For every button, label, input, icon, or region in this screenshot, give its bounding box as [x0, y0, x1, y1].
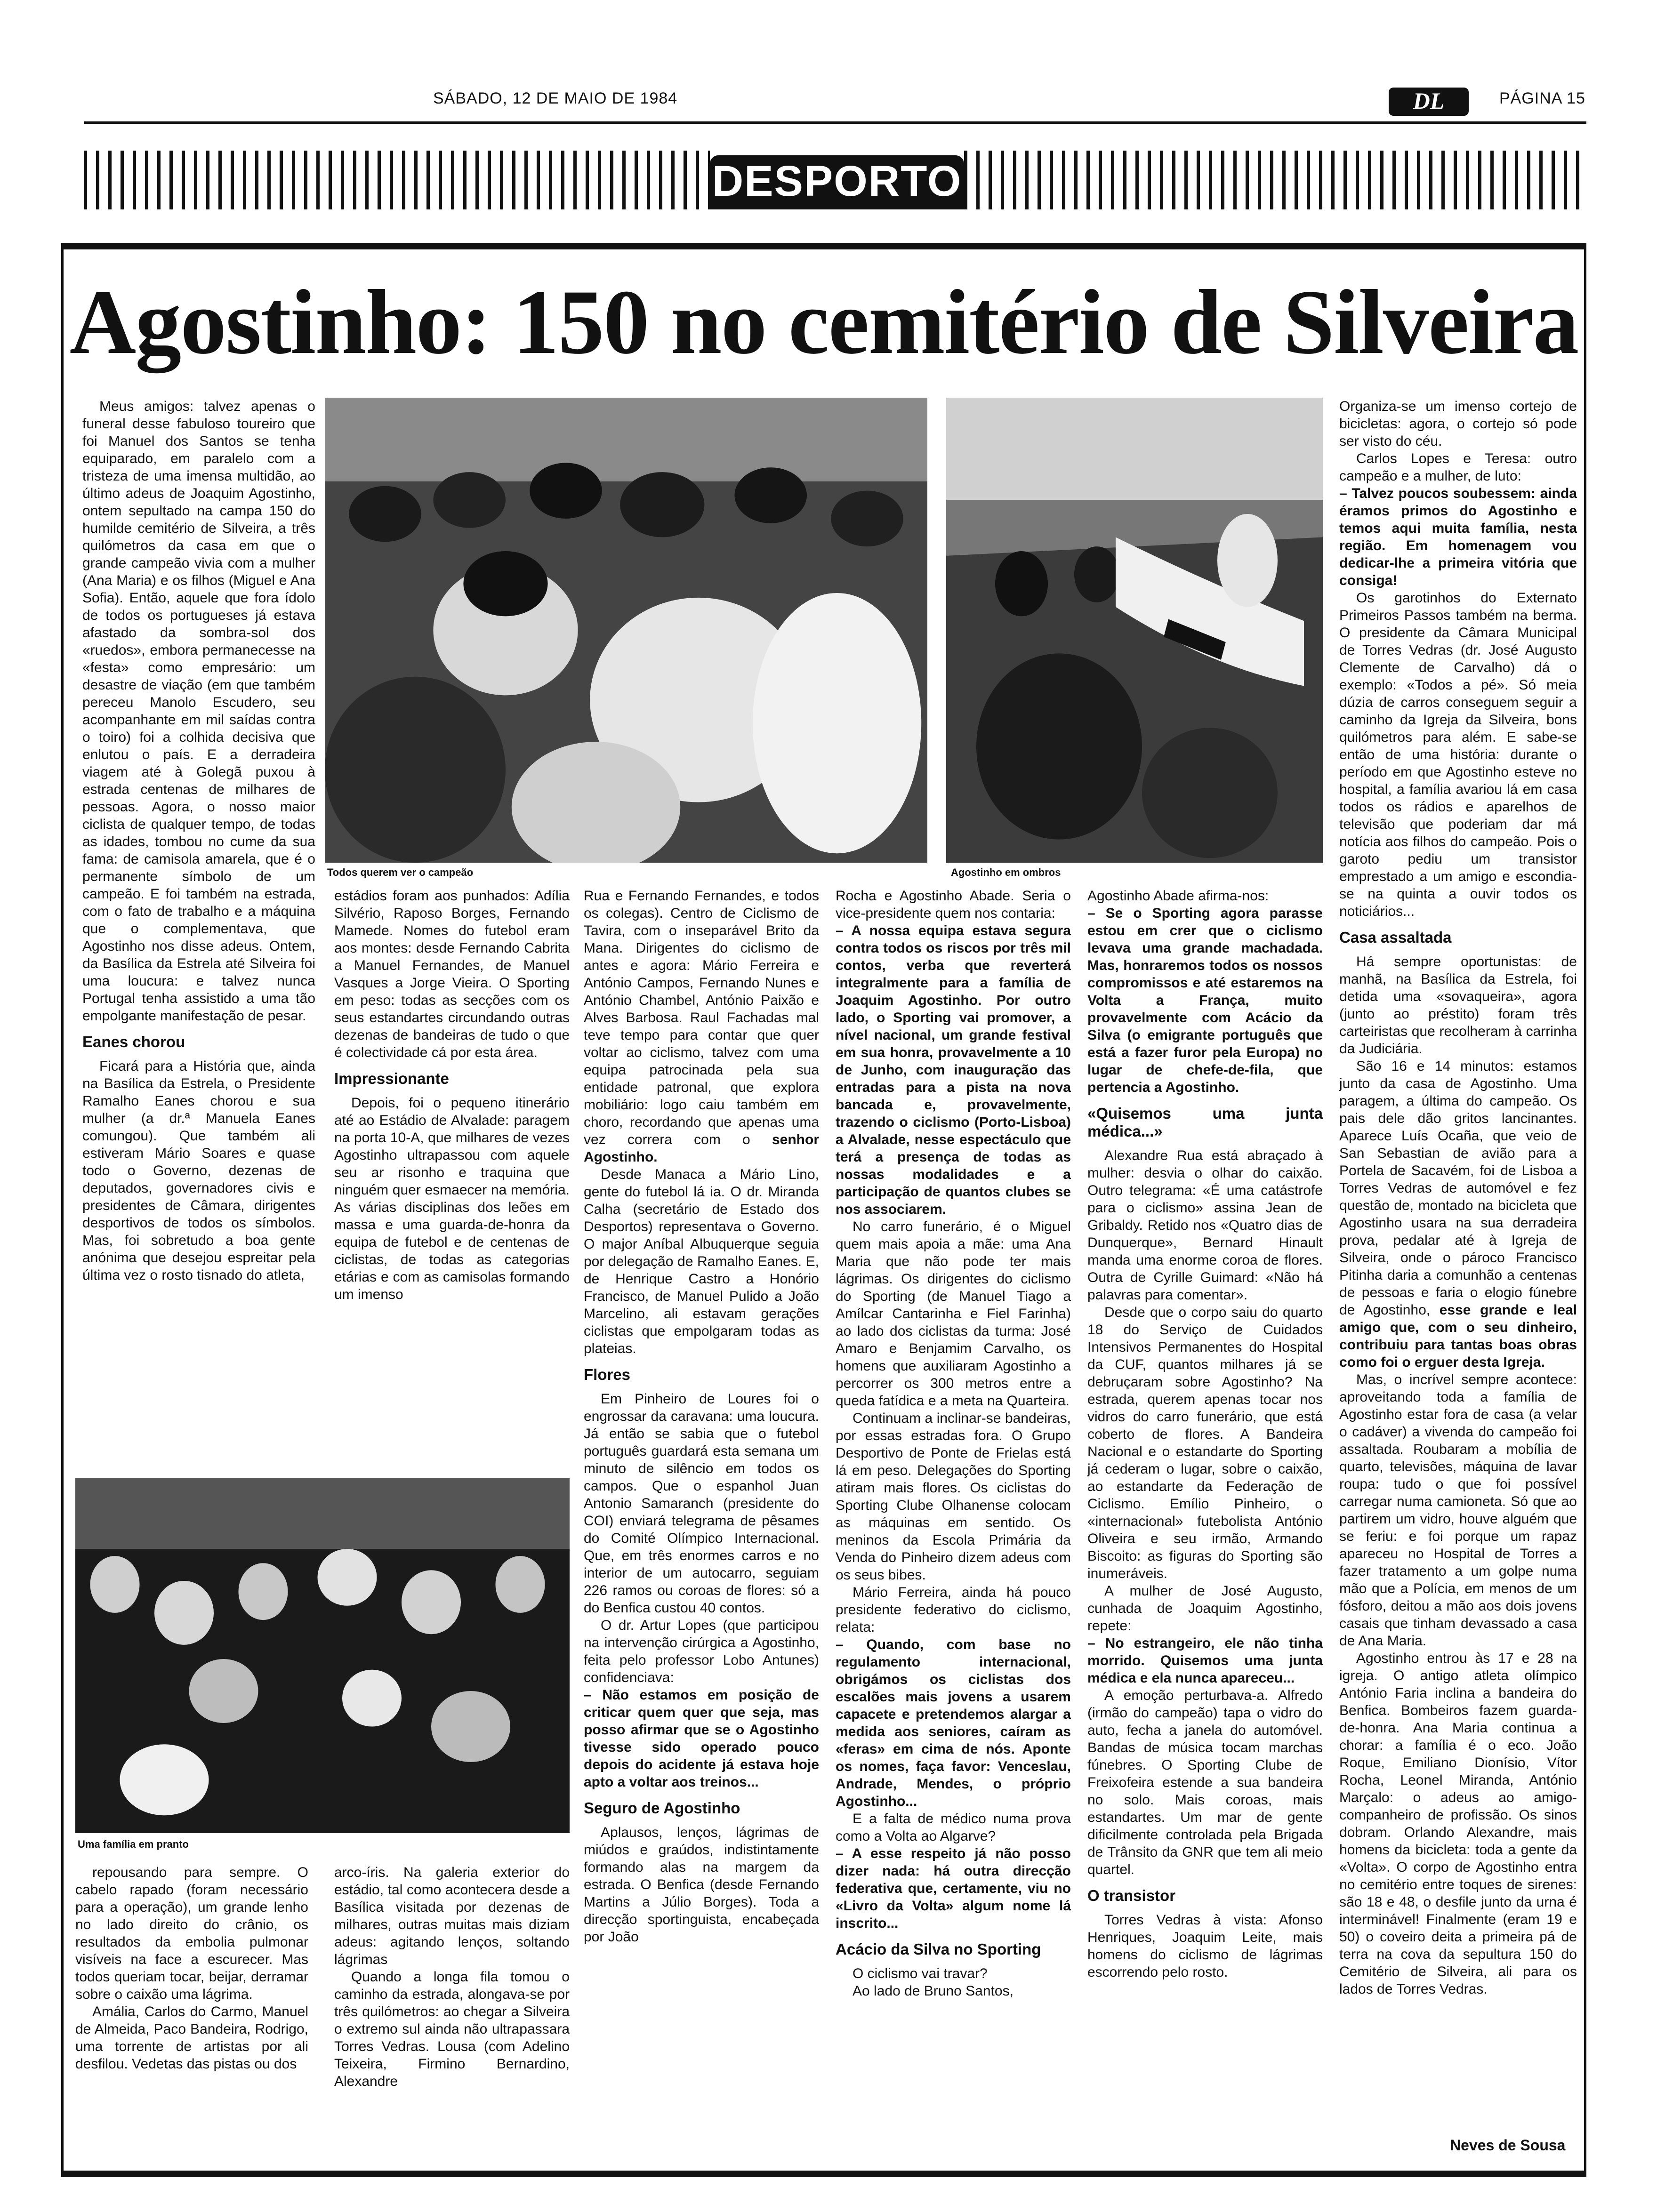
paragraph: Alexandre Rua está abraçado à mulher: desvia o olhar do caixão. Outro telegrama: «É uma catástrofe para o ciclismo» assina Jean de Gribaldy. Retido nos «Quatro dias de Dunquerque», Bernard Hinault manda uma enorme coroa de flores. Outra de Cyrille Guimard: «Não há palavras para comentar». [1087, 1148, 1323, 1303]
paragraph: Desde Manaca a Mário Lino, gente do futebol lá ia. O dr. Miranda Calha (secretário de Estado dos Desportos) representava o Governo. O major Aníbal Albuquerque seguia por delegação de Ramalho Eanes. E, de Henrique Castro a Honório Francisco, de Manuel Pulido a João Marcelino, ali estavam gerações ciclistas que empolgaram todas as plateias. [584, 1167, 819, 1356]
paragraph: Ao lado de Bruno Santos, [853, 1983, 1014, 1999]
paragraph: A mulher de José Augusto, cunhada de Joaquim Agostinho, repete: [1087, 1583, 1323, 1634]
paragraph: Quando a longa fila tomou o caminho da estrada, alongava-se por três quilómetros: ao chegar a Silveira o extremo sul ainda não ultrapassara Torres Vedras. Lousa (com Adelino Teixeira, Firmino Bernardino, Alexandre [334, 1969, 570, 2089]
paragraph: A emoção perturbava-a. Alfredo (irmão do campeão) tapa o vidro do auto, fecha a janela do automóvel. Bandas de música tocam marchas fúnebres. O Sporting Clube de Freixofeira estende a sua bandeira no solo. Mais coroas, mais estandartes. Um mar de gente dificilmente controlada pela Brigada de Trânsito da GNR que tem ali meio quartel. [1087, 1688, 1323, 1877]
column-1-top [82, 398, 315, 1284]
paragraph: Agostinho Abade afirma-nos: [1087, 888, 1269, 904]
quote: – Talvez poucos soubessem: ainda éramos primos do Agostinho e temos aqui muita família, nesta região. Em homenagem vou dedicar-lhe a primeira vitória que consiga! [1339, 486, 1577, 588]
quote: – Se o Sporting agora parasse estou em crer que o ciclismo levava uma grande machadada. Mas, honraremos todos os nossos compromissos e até estaremos na Volta a França, muito provavelmente com Acácio da Silva (o emigrante português que está a fazer furor pela Europa) no lugar de chefe-de-fila, que pertencia a Agostinho. [1087, 906, 1323, 1095]
photo-family [75, 1478, 570, 1833]
column-2-bottom [334, 1864, 570, 2090]
subheading-junta-medica: «Quisemos uma junta médica...» [1087, 1105, 1323, 1140]
bold-phrase: senhor Agostinho. [584, 1132, 819, 1165]
paragraph: O ciclismo vai travar? [853, 1966, 988, 1981]
author-signature: Neves de Sousa [1450, 2137, 1566, 2154]
frame-bottom-rule [61, 2171, 1586, 2177]
photo-shoulders [946, 398, 1323, 863]
quote: – A nossa equipa estava segura contra todos os riscos por três mil contos, verba que reverterá integralmente para a família de Joaquim Agostinho. Por outro lado, o Sporting vai promover, a nível nacional, um grande festival em sua honra, provavelmente a 10 de Junho, com inauguração das entradas para a pista na nova bancada e, provavelmente, trazendo o ciclismo (Porto-Lisboa) a Alvalade, nesse espectáculo que terá a presença de todas as nossas modalidades e a participação de quantos clubes se nos associarem. [836, 923, 1071, 1217]
paragraph: E a falta de médico numa prova como a Volta ao Algarve? [836, 1811, 1071, 1844]
column-1-bottom [75, 1864, 308, 2073]
column-6 [1339, 398, 1577, 1998]
paragraph: Rocha e Agostinho Abade. Seria o vice-presidente quem nos contaria: [836, 888, 1071, 921]
paragraph: Desde que o corpo saiu do quarto 18 do Serviço de Cuidados Intensivos Permanentes do Hospital da CUF, quantos milhares já se debruçaram sobre Agostinho? Na estrada, querem apenas tocar nos vidros do carro funerário, que está coberto de flores. A Bandeira Nacional e o estandarte do Sporting já cederam o lugar, sobre o caixão, ao estandarte da Federação de Ciclismo. Emílio Pinheiro, o «internacional» futebolista António Oliveira e seu irmão, Armando Biscoito: as figuras do Sporting são inumeráveis. [1087, 1305, 1323, 1581]
paragraph: Mário Ferreira, ainda há pouco presidente federativo do ciclismo, relata: [836, 1585, 1071, 1635]
section-stripe-right [964, 151, 1586, 209]
column-2-top [334, 887, 570, 1303]
paragraph: Amália, Carlos do Carmo, Manuel de Almeida, Paco Bandeira, Rodrigo, uma torrente de artistas por ali desfilou. Vedetas das pistas ou dos [75, 2004, 308, 2072]
paragraph: Os garotinhos do Externato Primeiros Passos também na berma. O presidente da Câmara Municipal de Torres Vedras (dr. José Augusto Clemente de Carvalho) dá o exemplo: «Todos a pé». Só meia dúzia de carros conseguem seguir a caminho da Igreja da Silveira, bons quilómetros para além. E sabe-se então de uma história: durante o período em que Agostinho esteve no hospital, a família avariou lá em casa todos os rádios e aparelhos de televisão que poderiam dar má notícia aos filhos do campeão. Pois o garoto pediu um transistor emprestado a um amigo e escondia-se na quinta a ouvir todos os noticiários... [1339, 590, 1577, 919]
paragraph: Há sempre oportunistas: de manhã, na Basílica da Estrela, foi detida uma «sovaqueira», agora (junto ao préstito) foram três carteiristas que recolheram à carrinha da Judiciária. [1339, 954, 1577, 1057]
paragraph: No carro funerário, é o Miguel quem mais apoia a mãe: uma Ana Maria que não pode ter mais lágrimas. Os dirigentes do ciclismo do Sporting (de Manuel Tiago a Amílcar Cantarinha e Fiel Farinha) ao lado dos ciclistas da turma: José Amaro e Benjamim Carvalho, os homens que auxiliaram Agostinho a percorrer os 300 metros entre a queda fatídica e a meta na Quarteira. [836, 1219, 1071, 1409]
paragraph: Mas, o incrível sempre acontece: aproveitando toda a família de Agostinho estar fora de casa (a velar o cadáver) a vivenda do campeão foi assaltada. Roubaram a mobília de quarto, televisões, máquina de lavar roupa: tudo o que foi possível carregar numa camioneta. Só que ao partirem um vidro, houve alguém que se feriu: e foi porque um rapaz apareceu no Hospital de Torres a fazer tratamento a um golpe numa mão que a Polícia, em menos de um fósforo, deitou a mão aos dois jovens casais que tinham devassado a casa de Ana Maria. [1339, 1372, 1577, 1649]
subheading-seguro: Seguro de Agostinho [584, 1799, 740, 1817]
paragraph: Depois, foi o pequeno itinerário até ao Estádio de Alvalade: paragem na porta 10-A, que milhares de vezes Agostinho ultrapassou com aquele seu ar risonho e traquina que ninguém quer esmaecer na memória. As várias disciplinas dos leões em massa e uma guarda-de-honra da equipa de futebol e de centenas de ciclistas, de todas as categorias etárias e com as camisolas formando um imenso [334, 1095, 570, 1302]
column-4 [836, 887, 1071, 2000]
section-stripe-left [84, 151, 710, 209]
paragraph: repousando para sempre. O cabelo rapado (foram necessário para a operação), um grande lenho no lado direito do crânio, os resultados da embolia pulmonar visíveis na face a escurecer. Mas todos queriam tocar, beijar, derramar sobre o caixão uma lágrima. [75, 1865, 308, 2002]
paragraph: Em Pinheiro de Loures foi o engrossar da caravana: uma loucura. Já então se sabia que o futebol português guardará esta semana um minuto de silêncio em todos os campos. Que o espanhol Juan Antonio Samaranch (presidente do COI) enviará telegrama de pêsames do Comité Olímpico Internacional. Que, em três enormes carros e no interior de um autocarro, seguiam 226 ramos ou coroas de flores: só a do Benfica custou 40 contos. [584, 1391, 819, 1616]
paragraph: Rua e Fernando Fernandes, e todos os colegas). Centro de Ciclismo de Tavira, com o inseparável Brito da Mana. Dirigentes do ciclismo de antes e agora: Mário Ferreira e António Campos, Fernando Nunes e António Chambel, António Paixão e Alves Barbosa. Raul Fachadas mal teve tempo para contar que quer voltar ao ciclismo, talvez com uma equipa patrocinada pela sua entidade patronal, que explora mobiliário: logo caiu também em choro, recordando que apenas uma vez correra com o [584, 888, 819, 1147]
section-label: DESPORTO [710, 155, 964, 209]
quote: – Não estamos em posição de criticar quem quer que seja, mas posso afirmar que se o Agostinho tivesse sido operado pouco depois do acidente já estava hoje apto a voltar aos treinos... [584, 1687, 819, 1790]
subheading-flores: Flores [584, 1366, 631, 1383]
frame-right-rule [1584, 243, 1586, 2177]
paragraph: São 16 e 14 minutos: estamos junto da casa de Agostinho. Uma paragem, a última do campeão. Os pais dele dão gritos lancinantes. Aparece Luís Ocaña, que veio de San Sebastian de avião para a Portela de Sacavém, foi de Lisboa a Torres Vedras de automóvel e fez questão de, montado na bicicleta que Agostinho usara na sua derradeira prova, pedalar até à Igreja de Silveira, onde o pároco Francisco Pitinha daria a comunhão a centenas de pessoas e faria o elogio fúnebre de Agostinho, [1339, 1058, 1577, 1318]
paragraph: O dr. Artur Lopes (que participou na intervenção cirúrgica a Agostinho, feita pelo professor Lobo Antunes) confidenciava: [584, 1618, 819, 1685]
subheading-casa-assaltada: Casa assaltada [1339, 929, 1452, 946]
quote: – Quando, com base no regulamento internacional, obrigámos os ciclistas dos escalões mais jovens a usarem capacete e pretendemos alargar a medida aos seniores, caíram as «feras» em cima de nós. Aponte os nomes, faça favor: Venceslau, Andrade, Mendes, o próprio Agostinho... [836, 1637, 1071, 1809]
subheading-impressionante: Impressionante [334, 1070, 449, 1087]
paragraph: Carlos Lopes e Teresa: outro campeão e a mulher, de luto: [1339, 451, 1577, 484]
masthead-rule [84, 121, 1586, 124]
paragraph: Meus amigos: talvez apenas o funeral desse fabuloso toureiro que foi Manuel dos Santos se tenha equiparado, em paralelo com a tristeza de uma imensa multidão, ao último adeus de Joaquim Agostinho, ontem sepultado na campa 150 do humilde cemitério de Silveira, a três quilómetros da casa em que o grande campeão vivia com a mulher (Ana Maria) e os filhos (Miguel e Ana Sofia). Então, aquele que fora ídolo de todos os portugueses já estava afastado da sombra-sol dos «ruedos», embora permanecesse na «festa» como empresário: um desastre de viação (em que também pereceu Manolo Escudero, seu acompanhante em mil saídas contra o toiro) foi a colhida decisiva que enlutou o país. E a derradeira viagem até à Golegã puxou à estrada centenas de milhares de pessoas. Agora, o nosso maior ciclista de qualquer tempo, de todas as idades, tombou no cume da sua fama: de camisola amarela, que é o permanente símbolo de um campeão. E foi também na estrada, com o fato de trabalho e a máquina que o complementava, que Agostinho nos disse adeus. Ontem, da Basílica da Estrela até Silveira foi uma loucura: e talvez nunca Portugal tenha assistido a uma tão empolgante manifestação de pesar. [82, 399, 315, 1024]
photo-caption-crowd: Todos querem ver o campeão [327, 866, 474, 878]
page-title: Agostinho: 150 no cemitério de Silveira [69, 271, 1578, 373]
issue-date: SÁBADO, 12 DE MAIO DE 1984 [433, 89, 678, 107]
subheading-acacio: Acácio da Silva no Sporting [836, 1940, 1041, 1958]
newspaper-logo: DL [1389, 88, 1469, 116]
photo-crowd [325, 398, 927, 863]
paragraph: estádios foram aos punhados: Adília Silvério, Raposo Borges, Fernando Mamede. Nomes do futebol eram aos montes: desde Fernando Cabrita a Manuel Fernandes, de Manuel Vasques a Jorge Vieira. O Sporting em peso: todas as secções com os seus estandartes circundando outras dezenas de bandeiras de tudo o que é colectividade cá por esta área. [334, 888, 570, 1060]
paragraph: Torres Vedras à vista: Afonso Henriques, Joaquim Leite, mais homens do ciclismo de lágrimas escorrendo pelo rosto. [1087, 1912, 1323, 1980]
quote: – A esse respeito já não posso dizer nada: há outra direcção federativa que, certamente, viu no «Livro da Volta» algum nome lá inscrito... [836, 1846, 1071, 1931]
paragraph: Ficará para a História que, ainda na Basílica da Estrela, o Presidente Ramalho Eanes chorou e sua mulher (a dr.ª Manuela Eanes comungou). Que também ali estiveram Mário Soares e quase todo o Governo, dezenas de deputados, governadores civis e presidentes de Câmara, dirigentes desportivos de todos os símbolos. Mas, foi sobretudo a boa gente anónima que desejou espreitar pela última vez o rosto tisnado do atleta, [82, 1058, 315, 1283]
photo-caption-shoulders: Agostinho em ombros [951, 866, 1061, 878]
bold-phrase: esse grande e leal amigo que, com o seu dinheiro, contribuiu para tantas boas obras como foi o erguer desta Igreja. [1339, 1302, 1577, 1370]
paragraph: Agostinho entrou às 17 e 28 na igreja. O antigo atleta olímpico António Faria inclina a bandeira do Benfica. Bombeiros fazem guarda-de-honra. Ana Maria continua a chorar: a família é o eco. João Roque, Emiliano Dionísio, Vítor Rocha, Leonel Miranda, António Marçalo: o adeus ao amigo-companheiro de profissão. Os sinos dobram. Orlando Alexandre, mais homens da bicicleta: toda a gente da «Volta». O corpo de Agostinho entra no cemitério entre toques de sirenes: são 18 e 48, o desfile junto da urna é interminável! Finalmente (eram 19 e 50) o coveiro deita a primeira pá de terra na cova da sepultura 150 do Cemitério de Silveira, ali para os lados de Torres Vedras. [1339, 1651, 1577, 1997]
paragraph: Aplausos, lenços, lágrimas de miúdos e graúdos, indistintamente formando alas na margem da estrada. O Benfica (desde Fernando Martins a Júlio Borges). Toda a direcção sportinguista, encabeçada por João [584, 1825, 819, 1945]
page-number: PÁGINA 15 [1499, 89, 1585, 107]
column-3 [584, 887, 819, 1946]
quote: – No estrangeiro, ele não tinha morrido. Quisemos uma junta médica e ela nunca apareceu... [1087, 1635, 1323, 1686]
paragraph: arco-íris. Na galeria exterior do estádio, tal como acontecera desde a Basílica visitada por dezenas de milhares, outras muitas mais diziam adeus: agitando lenços, soltando lágrimas [334, 1865, 570, 1967]
subheading-eanes: Eanes chorou [82, 1033, 185, 1050]
frame-left-rule [61, 243, 64, 2177]
paragraph: Organiza-se um imenso cortejo de bicicletas: agora, o cortejo só pode ser visto do céu. [1339, 399, 1577, 449]
column-5 [1087, 887, 1323, 1981]
frame-top-rule [61, 243, 1586, 249]
subheading-transistor: O transistor [1087, 1887, 1176, 1904]
paragraph: Continuam a inclinar-se bandeiras, por essas estradas fora. O Grupo Desportivo de Ponte de Frielas está lá em peso. Delegações do Sporting atiram mais flores. Os ciclistas do Sporting Clube Olhanense colocam as máquinas em sentido. Os meninos da Escola Primária da Venda do Pinheiro dizem adeus com os seus bibes. [836, 1411, 1071, 1583]
photo-caption-family: Uma família em pranto [78, 1838, 189, 1850]
